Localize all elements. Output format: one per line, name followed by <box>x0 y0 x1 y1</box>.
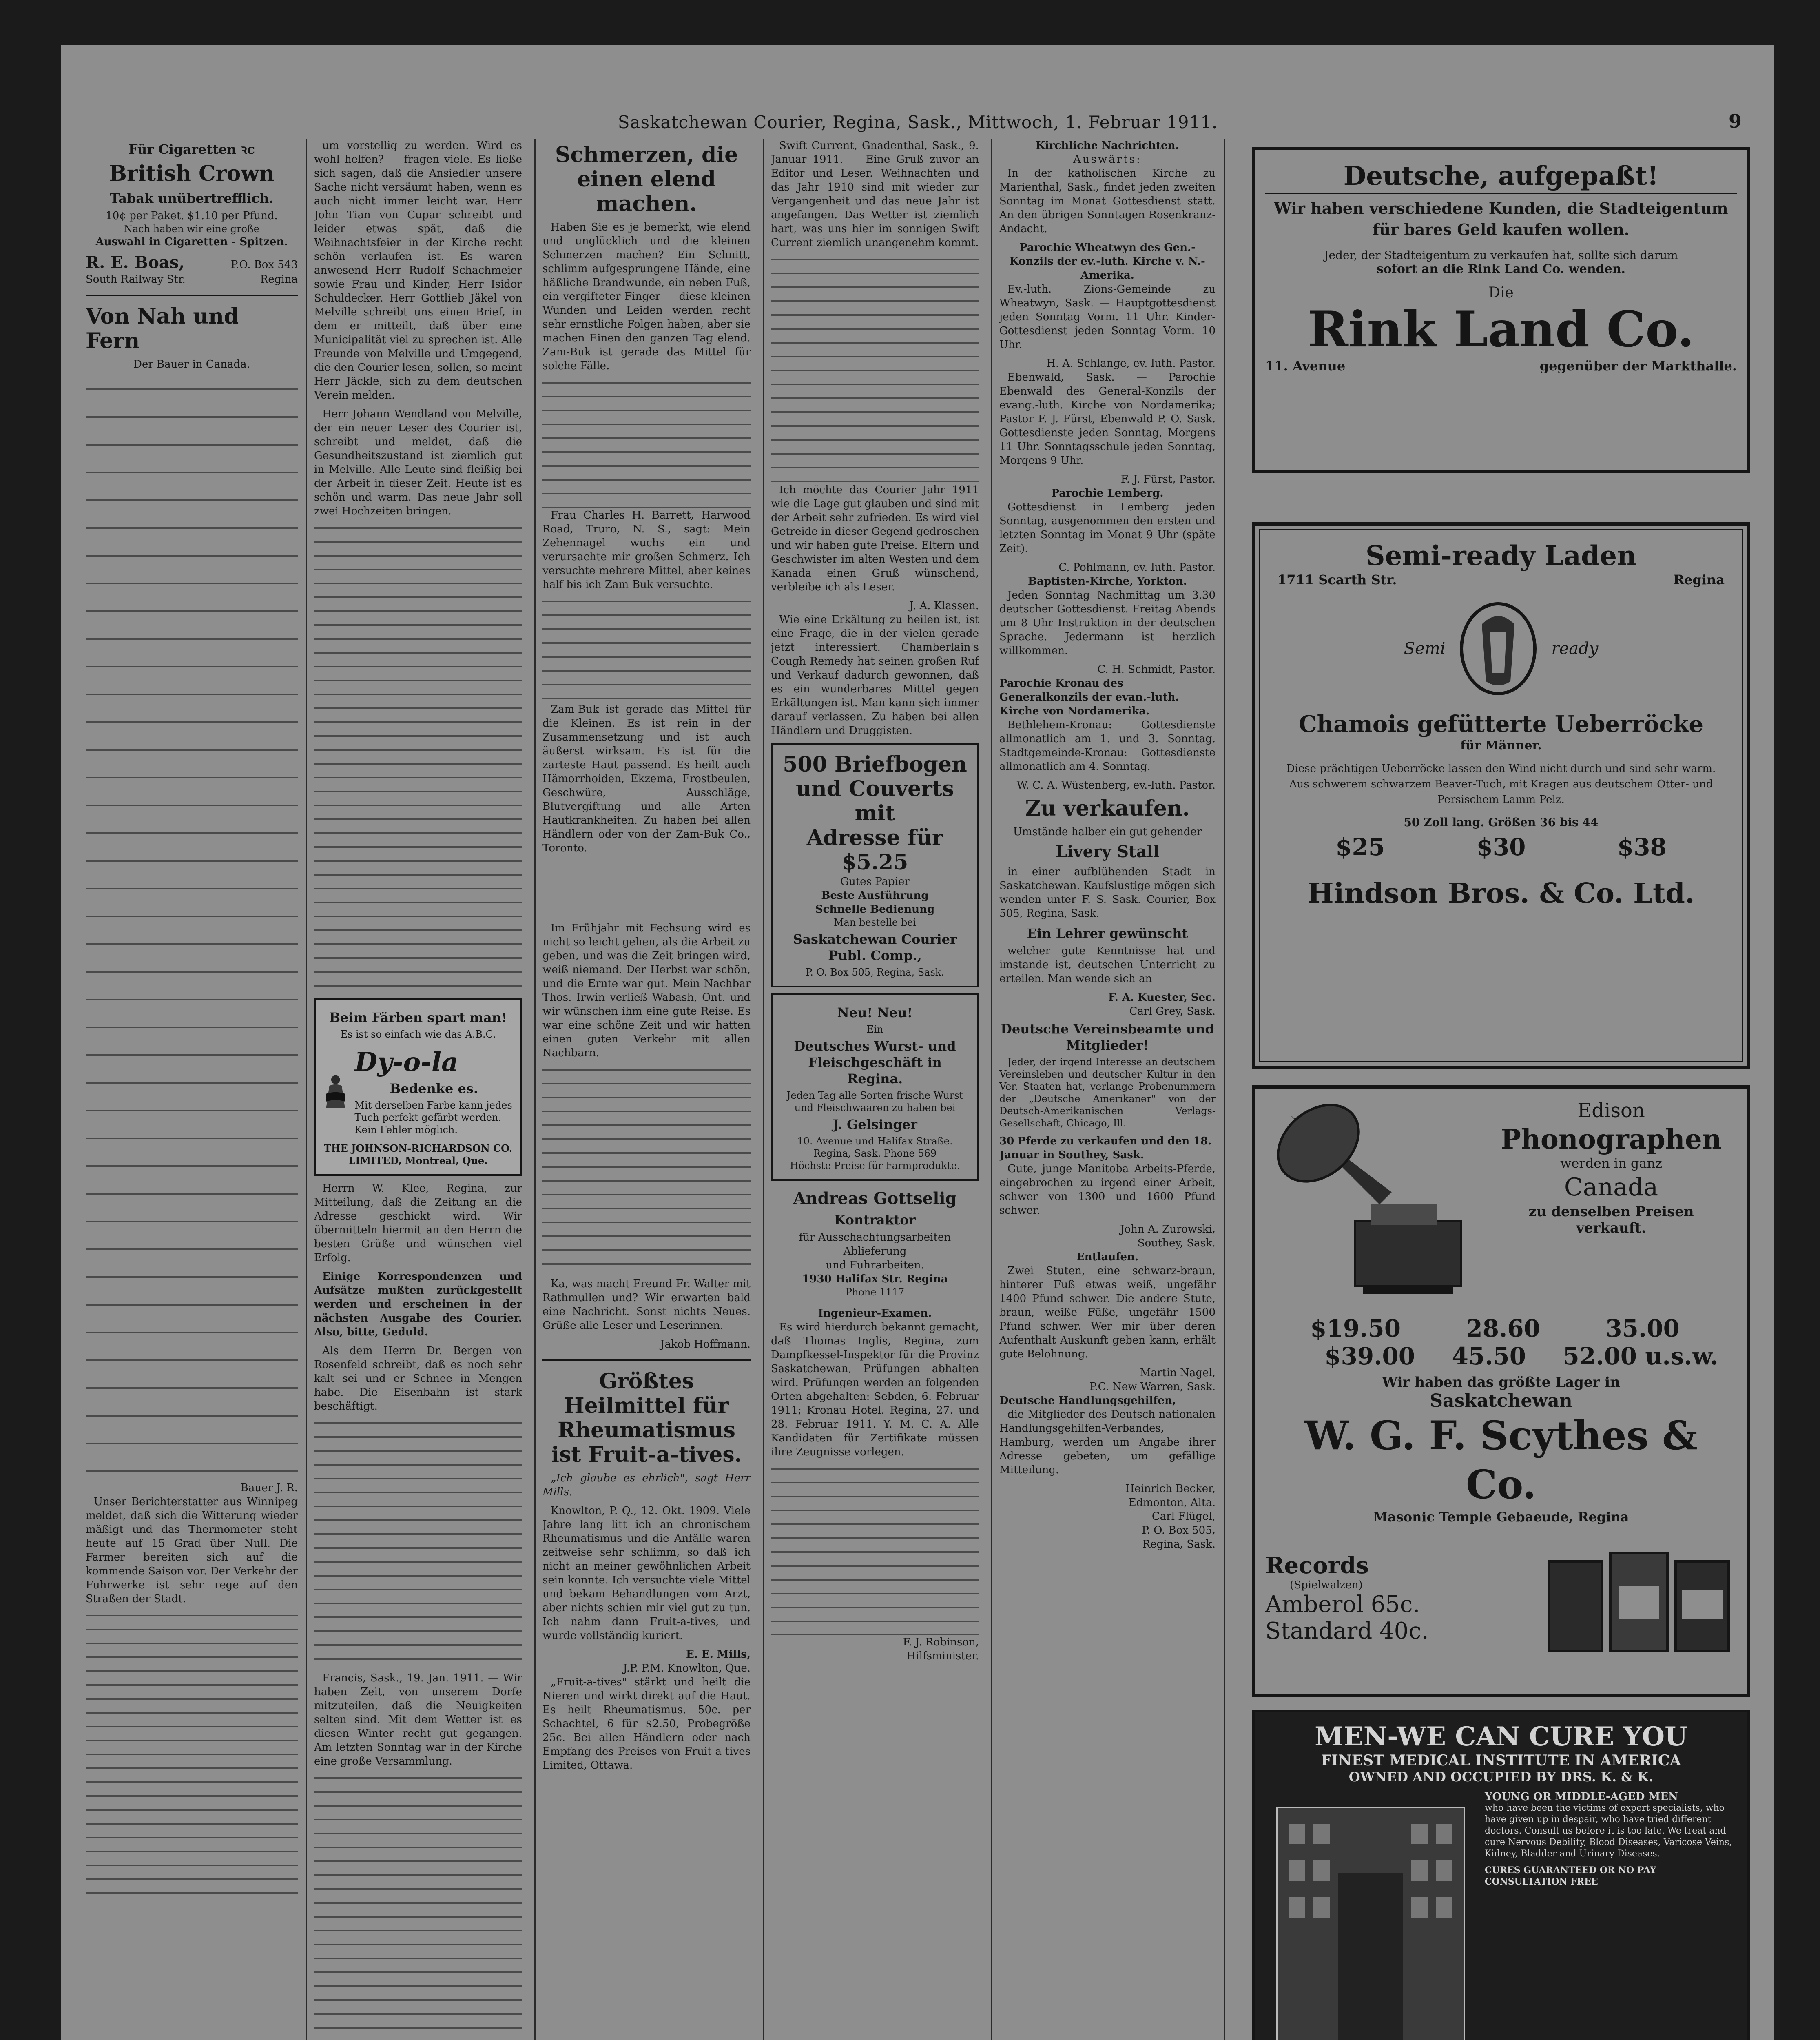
exam-signer-2: Hilfsminister. <box>906 1650 979 1662</box>
ad-address-row <box>1265 358 1737 374</box>
ad-line-5: Beste Ausführung <box>821 889 929 902</box>
contractor-ad <box>771 1189 979 1298</box>
church-signer: C. Pohlmann, ev.-luth. Pastor. <box>1058 561 1216 574</box>
church-heading: Parochie Kronau des Generalkonzils der evan.-luth. Kirche von Nordamerika. <box>999 677 1179 717</box>
ad-body <box>323 1044 513 1138</box>
dealer-name: R. E. Boas, <box>86 253 185 272</box>
brand-subtitle: Tabak unübertrefflich. <box>110 191 274 206</box>
ad-line-3: werden in ganz <box>1560 1155 1662 1171</box>
records-text <box>1265 1552 1541 1644</box>
hdl-signer: Heinrich Becker, <box>1125 1483 1216 1495</box>
dealer-address-row <box>86 273 298 286</box>
price: $30 <box>1476 833 1526 861</box>
ad-line-8: Saskatchewan Courier Publ. Comp., <box>793 931 957 963</box>
union-heading: Deutsche Vereinsbeamte und Mitglieder! <box>1001 1021 1214 1053</box>
ad-title: Deutsche, aufgepaßt! <box>1343 161 1659 191</box>
edison-ad <box>1252 1085 1750 1697</box>
price: 35.00 <box>1605 1315 1680 1342</box>
hdl-heading: Deutsche Handlungsgehilfen, <box>999 1395 1176 1407</box>
ad-line-5: und Fuhrarbeiten. <box>826 1259 924 1271</box>
hdl-signer: Regina, Sask. <box>1142 1538 1216 1550</box>
article-text: Im Frühjahr mit Fechsung wird es nicht so leicht gehen, als die Arbeit zu geben, und was die Zeit bringen wird, weiß niemand. Der Herbst war schön, und die Ernte war gut. Mein Nachbar Thos. Irwin verließ Wabash, Ont. und wir wünschen ihm eine gute Reise. Es war eine schöne Zeit und wir hatten einen guten Verkehr mit allen Nachbarn. <box>542 922 751 1059</box>
notice-text: Einige Korrespondenzen und Aufsätze mußten zurückgestellt werden und erscheinen in der nächsten Ausgabe des Courier. Also, bitte, Geduld. <box>314 1271 522 1338</box>
church-notice: Bethlehem-Kronau: Gottesdienste allmonatlich am 1. und 3. Sonntag. Stadtgemeinde-Kronau: Gottesdienste allmonatlich am 4. Sonntag. <box>999 719 1216 773</box>
ad-line-6: Schnelle Bedienung <box>815 903 935 916</box>
church-heading: Parochie Wheatwyn des Gen.-Konzils der ev.-luth. Kirche v. N.-Amerika. <box>1010 242 1205 282</box>
article-title: Schmerzen, die einen elend machen. <box>555 142 738 216</box>
price: $19.50 <box>1310 1315 1401 1342</box>
ad-stock: Wir haben das größte Lager in <box>1382 1374 1620 1390</box>
church-signer: C. H. Schmidt, Pastor. <box>1097 663 1216 676</box>
article-text: Als dem Herrn Dr. Bergen von Rosenfeld schreibt, daß es noch sehr kalt sei und er Schnee in Mengen habe. Die Eisenbahn ist stark beschäftigt. <box>314 1345 522 1412</box>
article-text-block <box>314 1773 522 2040</box>
paragraph: Unser Berichterstatter aus Winnipeg meldet, daß sich die Witterung wieder mäßigt und das Thermometer steht heute auf 15 Grad über Null. Die Farmer bereiten sich auf die kommende Saison vor. Der Verkehr der Fuhrwerke ist sehr rege auf den Straßen der Stadt. <box>86 1496 298 1605</box>
ad-line-4: Canada <box>1564 1173 1658 1202</box>
divider <box>86 295 298 296</box>
sale-heading: Zu verkaufen. <box>1025 796 1190 821</box>
rink-land-ad <box>1252 147 1750 473</box>
ad-line-4: Ablieferung <box>843 1245 907 1257</box>
logo-right: ready <box>1551 639 1599 658</box>
ad-consult: CONSULTATION FREE <box>1485 1876 1598 1887</box>
section-title: Von Nah und Fern <box>86 304 239 353</box>
article-text: Ka, was macht Freund Fr. Walter mit Rathmullen und? Wir erwarten bald eine Nachricht. Sonst nichts Neues. Grüße alle Leser und Leserinnen. <box>542 1278 751 1332</box>
ad-line-9: P. O. Box 505, Regina, Sask. <box>806 967 944 978</box>
record-cylinders-icon <box>1541 1537 1737 1659</box>
ad-signer-place: J.P. P.M. Knowlton, Que. <box>623 1662 751 1674</box>
ad-line-2: Kontraktor <box>834 1212 916 1228</box>
article-text: Haben Sie es je bemerkt, wie elend und unglücklich und die kleinen Schmerzen machen? Ein Schnitt, schlimm aufgesprungene Hände, eine häßliche Brandwunde, ein neben Fuß, ein vergifteter Finger — diese kleinen Wunden und Leiden werden recht sehr ernstliche Folgen haben, aber sie machen Einen den ganzen Tag elend. Zam-Buk ist gerade das Mittel für solche Fälle. <box>542 221 751 372</box>
ad-quote: „Ich glaube es ehrlich", sagt Herr Mills. <box>542 1472 751 1498</box>
ad-city: Regina <box>1673 572 1725 588</box>
ad-line-3: Deutsches Wurst- und Fleischgeschäft in Regina. <box>794 1038 956 1087</box>
ad-right-heading: YOUNG OR MIDDLE-AGED MEN <box>1485 1791 1678 1803</box>
ad-sizes: 50 Zoll lang. Größen 36 bis 44 <box>1404 816 1599 829</box>
lost-heading: Entlaufen. <box>1076 1251 1139 1263</box>
building-icon <box>1264 1791 1477 2040</box>
union-text: Jeder, der irgend Interesse an deutschem Vereinsleben und deutscher Kultur in den Ver. Staaten hat, verlange Probenummern der „Deutsche Amerikaner" von der Deutsch-Amerikanischen Verlags-Gesellschaft, Chicago, Ill. <box>999 1056 1216 1129</box>
poem-subtitle: Der Bauer in Canada. <box>133 358 250 370</box>
ad-text: Knowlton, P. Q., 12. Okt. 1909. Viele Jahre lang litt ich an chronischem Rheumatismus und die Anfälle waren zeitweise sehr schlimm, so daß ich nicht an meiner gewöhnlichen Arbeit sein konnte. Ich versuchte viele Mittel und bekam Behandlungen vom Arzt, aber nichts schien mir viel gut zu tun. Ich nahm dann Fruit-a-tives, und wurde vollständig kuriert. <box>542 1505 751 1642</box>
price-note: Nach haben wir eine große <box>124 223 260 235</box>
ad-headline: MEN-WE CAN CURE YOU <box>1315 1721 1687 1752</box>
article-text-block <box>771 1464 979 1635</box>
ad-small-text: Mit derselben Farbe kann jedes Tuch perfekt gefärbt werden. Kein Fehler möglich. <box>354 1100 512 1135</box>
column-rule <box>1224 139 1225 2040</box>
ad-right-text <box>1485 1791 1738 2040</box>
exam-signer: F. J. Robinson, <box>903 1636 979 1648</box>
sale-item: Livery Stall <box>1056 842 1159 861</box>
brand-title: British Crown <box>108 161 275 186</box>
records-amberol: Amberol 65c. <box>1265 1591 1420 1618</box>
church-heading: Baptisten-Kirche, Yorkton. <box>1028 575 1187 588</box>
price: 45.50 <box>1452 1342 1526 1370</box>
dealer-city: Regina <box>260 273 298 286</box>
ad-line-6: 10. Avenue und Halifax Straße. Regina, Sask. Phone 569 <box>797 1135 953 1159</box>
ad-line-1: Neu! Neu! <box>837 1005 913 1020</box>
logo-left: Semi <box>1404 639 1446 658</box>
article-signer: J. A. Klassen. <box>909 600 979 612</box>
ad-subheadline-1: FINEST MEDICAL INSTITUTE IN AMERICA <box>1321 1752 1681 1769</box>
records-row <box>1265 1537 1737 1659</box>
column-1 <box>86 139 298 2040</box>
exam-heading: Ingenieur-Examen. <box>818 1307 932 1319</box>
garment-tag-icon <box>1453 600 1543 698</box>
semiready-logo <box>1265 600 1737 698</box>
ad-company: THE JOHNSON-RICHARDSON CO. LIMITED, Montreal, Que. <box>323 1142 512 1166</box>
price-row <box>1290 833 1712 861</box>
ad-line-1: Andreas Gottselig <box>793 1189 957 1208</box>
article-text-block <box>314 1418 522 1671</box>
divider <box>542 1359 751 1361</box>
column-5 <box>999 139 1216 2040</box>
teacher-text: welcher gute Kenntnisse hat und imstande ist, deutschen Unterricht zu erteilen. Man wende sich an <box>999 945 1216 985</box>
article-text: um vorstellig zu werden. Wird es wohl helfen? — fragen viele. Es ließe sich sagen, daß die Ansiedler unsere Sache nicht versäumt haben, wenn es auch nicht immer leicht war. Herr John Tian von Cupar schreibt und leider etwas spät, daß die Weihnachtsfeier in der Kirche recht schön verlaufen ist. Es waren anwesend Herr Rudolf Schachmeier sowie Frau und Kinder, Herr Isidor Schuldecker. Herr Gottlieb Jäkel von Melville schreibt uns einen Brief, in dem er mitteilt, daß über eine Municipalität viel zu sprechen ist. Alle Freunde von Melville und Umgegend, die den Courier lesen, sollen, so meint Herr Jäckle, sich zu dem deutschen Verein melden. <box>314 140 522 401</box>
ad-address-right: gegenüber der Markthalle. <box>1539 358 1737 374</box>
church-notice: In der katholischen Kirche zu Marienthal, Sask., findet jeden zweiten Sonntag im Monat Gottesdienst statt. An den übrigen Sonntagen Rosenkranz-Andacht. <box>999 167 1216 235</box>
records-title: Records <box>1265 1552 1369 1579</box>
column-rule <box>306 139 307 2040</box>
column-rule <box>534 139 536 2040</box>
teacher-signer: F. A. Kuester, Sec. <box>1108 991 1216 1004</box>
poem-text-block <box>86 379 298 1481</box>
ad-address-left: 11. Avenue <box>1265 358 1346 374</box>
dealer-box: P.O. Box 543 <box>230 259 298 271</box>
article-text-block <box>86 1611 298 1896</box>
dealer-address: South Railway Str. <box>86 273 186 286</box>
hdl-text: die Mitglieder des Deutsch-nationalen Handlungsgehilfen-Verbandes, Hamburg, werden um Angabe ihrer Adresse gebeten, um gefällige Mitteilung. <box>999 1408 1216 1476</box>
article-text-block <box>771 255 979 483</box>
sale-text: Umstände halber ein gut gehender <box>1013 826 1202 838</box>
church-subheading: Auswärts: <box>1073 153 1142 166</box>
ad-title: Semi-ready Laden <box>1365 540 1637 572</box>
ad-address: 1711 Scarth Str. <box>1278 572 1397 588</box>
ad-die: Die <box>1488 284 1514 301</box>
horses-heading: 30 Pferde zu verkaufen und den 18. Januar in Southey, Sask. <box>999 1135 1212 1161</box>
newspaper-page <box>61 45 1774 2040</box>
stationery-ad <box>771 743 979 987</box>
kennedy-ad <box>1252 1710 1750 2040</box>
church-signer: W. C. A. Wüstenberg, ev.-luth. Pastor. <box>1016 779 1216 792</box>
ad-text: Wir haben verschiedene Kunden, die Stadteigentum für bares Geld kaufen wollen. <box>1274 199 1728 239</box>
ad-company: Hindson Bros. & Co. Ltd. <box>1307 877 1695 910</box>
ad-right-body: who have been the victims of expert specialists, who have given up in despair, who have tried different doctors. Consult us before it is too late. We treat and cure Nervous Debility, Blood Diseases, Varicose Veins, Kidney, Bladder and Urinary Diseases. <box>1485 1803 1732 1859</box>
article-text: Zam-Buk ist gerade das Mittel für die Kleinen. Es ist rein in der Zusammensetzung und ist auch äußerst wirksam. Es ist für die zarteste Haut passend. Es heilt auch Hämorrhoiden, Ekzema, Frostbeulen, Geschwüre, Ausschläge, Blutvergiftung und alle Arten Hautkrankheiten. Zu haben bei allen Händlern oder von der Zam-Buk Co., Toronto. <box>542 703 751 854</box>
article-text: Herrn W. Klee, Regina, zur Mitteilung, daß die Zeitung an die Adresse geschickt wird. Wir übermitteln hiermit an den Herrn die besten Grüße und wünschen viel Erfolg. <box>314 1182 522 1264</box>
hdl-signer: Carl Flügel, <box>1151 1510 1216 1523</box>
article-text: Frau Charles H. Barrett, Harwood Road, Truro, N. S., sagt: Mein Zehennagel wuchs ein und verursachte mir großen Schmerz. Ich versuchte mehrere Mittel, aber keines half bis ich Zam-Buk versuchte. <box>542 509 751 591</box>
semiready-ad <box>1252 522 1750 1069</box>
records-sub: (Spielwalzen) <box>1290 1579 1363 1591</box>
page-number: 9 <box>1728 110 1742 132</box>
sale-text-2: in einer aufblühenden Stadt in Saskatchewan. Kaufslustige mögen sich wenden unter F. S. Sask. Courier, Box 505, Regina, Sask. <box>999 866 1216 920</box>
ad-stock-2: Saskatchewan <box>1430 1390 1572 1411</box>
price-row-2 <box>1306 1342 1737 1370</box>
hdl-signer: P. O. Box 505, <box>1142 1524 1216 1537</box>
exam-text: Es wird hierdurch bekannt gemacht, daß Thomas Inglis, Regina, zum Dampfkessel-Inspektor für die Provinz Saskatchewan, Prüfungen abhalten wird. Prüfungen werden an folgenden Orten abgehalten: Sebden, 6. Februar 1911; Kronau Hotel. Regina, 27. und 28. Februar 1911. Y. M. C. A. Alle Kandidaten für Zertifikate müssen ihre Zeugnisse vorlegen. <box>771 1321 979 1458</box>
running-header: Saskatchewan Courier, Regina, Sask., Mittwoch, 1. Februar 1911. <box>618 112 1218 132</box>
article-text: Herr Johann Wendland von Melville, der ein neuer Leser des Courier ist, schreibt und meldet, daß die Gesundheitszustand ist ziemlich gut in Melville. Alle Leute sind fleißig bei der Arbeit in dieser Zeit. Heute ist es schön und warm. Das neue Jahr soll zwei Hochzeiten bringen. <box>314 408 522 517</box>
price-line: 10¢ per Paket. $1.10 per Pfund. <box>106 210 278 222</box>
ad-line-7: Phone 1117 <box>845 1286 905 1298</box>
column-3 <box>542 139 751 2040</box>
phonograph-icon <box>1265 1098 1477 1310</box>
article-text-block <box>314 523 522 992</box>
church-notice: Jeden Sonntag Nachmittag um 3.30 deutscher Gottesdienst. Freitag Abends um 8 Uhr Instruktion in der deutschen Sprache. Jedermann ist herzlich willkommen. <box>999 589 1216 657</box>
ad-brand: Dy-o-la <box>354 1047 458 1078</box>
church-heading: Parochie Lemberg. <box>1051 487 1164 499</box>
edison-top <box>1265 1098 1737 1310</box>
horses-signer: John A. Zurowski, <box>1120 1223 1216 1235</box>
butcher-ad <box>771 993 979 1181</box>
ad-line-1: Edison <box>1577 1099 1645 1122</box>
price: $38 <box>1617 833 1667 861</box>
column-4 <box>771 139 979 2040</box>
ad-line-2: Ein <box>866 1024 883 1035</box>
ad-subheadline: für Männer. <box>1460 738 1542 753</box>
church-heading: Kirchliche Nachrichten. <box>1036 140 1179 152</box>
lost-signer: Martin Nagel, <box>1140 1367 1216 1379</box>
ad-line-6: verkauft. <box>1576 1220 1646 1236</box>
ad-headline: Beim Färben spart man! <box>329 1010 507 1025</box>
poem-author: Bauer J. R. <box>240 1482 298 1494</box>
ad-line-2: und Couverts mit <box>796 776 954 826</box>
ad-line-7: Höchste Preise für Farmprodukte. <box>790 1160 960 1171</box>
price-line-2: Auswahl in Cigaretten - Spitzen. <box>95 236 288 248</box>
price: 28.60 <box>1466 1315 1540 1342</box>
ad-line-1: 500 Briefbogen <box>783 752 967 777</box>
lost-place: P.C. New Warren, Sask. <box>1089 1381 1216 1393</box>
article-text: Ich möchte das Courier Jahr 1911 wie die Lage gut glauben und sind mit der Arbeit sehr zufrieden. Es wird viel Getreide in dieser Gegend gedroschen und wir haben gute Preise. Eltern und Geschwister im alten Westen und dem Kanada einen Gruß wünschend, verbleibe ich als Leser. <box>771 484 979 593</box>
ad-headline: Chamois gefütterte Ueberröcke <box>1298 711 1704 738</box>
dyola-ad <box>314 998 522 1176</box>
records-standard: Standard 40c. <box>1265 1618 1429 1644</box>
price: 52.00 u.s.w. <box>1563 1342 1718 1370</box>
edison-text <box>1486 1098 1737 1310</box>
church-notice: Gottesdienst in Lemberg jeden Sonntag, ausgenommen den ersten und letzten Sonntag im Monat 9 Uhr (späte Zeit). <box>999 501 1216 555</box>
price-row-1 <box>1278 1315 1712 1342</box>
article-text-block <box>542 1065 751 1277</box>
article-text: Wie eine Erkältung zu heilen ist, ist eine Frage, die in der vielen gerade jetzt interessiert. Chamberlain's Cough Remedy hat seinen großen Ruf und Verkauf dadurch gewonnen, daß es ein wunderbares Mittel gegen Erkältungen ist. Man kann sich immer darauf verlassen. Zu haben bei allen Händlern und Druggisten. <box>771 614 979 737</box>
dealer-row <box>86 253 298 273</box>
ad-company: W. G. F. Scythes & Co. <box>1304 1412 1698 1508</box>
article-signer: Jakob Hoffmann. <box>660 1338 751 1350</box>
ad-address-row <box>1265 572 1737 588</box>
ad-line-4: Gutes Papier <box>840 876 910 888</box>
church-signer: H. A. Schlange, ev.-luth. Pastor. <box>1046 357 1216 370</box>
article-text-block <box>542 378 751 508</box>
article-text: Francis, Sask., 19. Jan. 1911. — Wir haben Zeit, von unserem Dorfe mitzuteilen, daß die Neuigkeiten selten sind. Mit dem Wetter ist es diesen Winter recht gut gegangen. Am letzten Sonntag war in der Kirche eine große Versammlung. <box>314 1672 522 1767</box>
ad-label: Für Cigaretten ꝛc <box>128 142 255 157</box>
ad-text: Diese prächtigen Ueberröcke lassen den Wind nicht durch und sind sehr warm. Aus schwerem schwarzem Beaver-Tuch, mit Kragen aus deutschem Otter- und Persischem Lamm-Pelz. <box>1286 763 1716 806</box>
horses-place: Southey, Sask. <box>1137 1237 1216 1249</box>
ad-line-3: für Ausschachtungsarbeiten <box>799 1231 951 1244</box>
church-notice: Ebenwald, Sask. — Parochie Ebenwald des General-Konzils der evang.-luth. Kirche von Nordamerika; Pastor F. J. Fürst, Ebenwald P. O. Sask. Gottesdienste jeden Sonntag, Morgens 11 Uhr. Sonntagsschule jeden Sonntag, Morgens 9 Uhr. <box>999 371 1216 467</box>
divider <box>1265 193 1737 194</box>
teacher-place: Carl Grey, Sask. <box>1129 1005 1216 1018</box>
horses-text: Gute, junge Manitoba Arbeits-Pferde, eingebrochen zu irgend einer Arbeit, schwer von 1300 und 1600 Pfund schwer. <box>999 1163 1216 1217</box>
church-notice: Ev.-luth. Zions-Gemeinde zu Wheatwyn, Sask. — Hauptgottesdienst jeden Sonntag Vorm. 11 Uhr. Kinder-Gottesdienst jeden Sonntag Vorm. 10 Uhr. <box>999 283 1216 351</box>
ad-signer: E. E. Mills, <box>686 1648 751 1661</box>
ad-brand-2: Bedenke es. <box>390 1081 478 1096</box>
article-text-block <box>542 596 751 703</box>
teacher-heading: Ein Lehrer gewünscht <box>1027 926 1188 941</box>
ad-company: Rink Land Co. <box>1308 301 1694 358</box>
lost-text: Zwei Stuten, eine schwarz-braun, hinterer Fuß etwas weiß, ungefähr 1400 Pfund schwer. Die andere Stute, braun, weiße Füße, ungefähr 1500 Pfund schwer. Wer mir über deren Aufenthalt Auskunft geben kann, erhält gute Belohnung. <box>999 1265 1216 1360</box>
ad-body <box>1264 1791 1738 2040</box>
ad-line: Es ist so einfach wie das A.B.C. <box>340 1029 496 1040</box>
ad-text-2: „Fruit-a-tives" stärkt und heilt die Nieren und wirkt direkt auf die Haut. Es heilt Rheumatismus. 50c. per Schachtel, 6 für $2.50, Probegröße 25c. Bei allen Händlern oder nach Empfang des Preises von Fruit-a-tives Limited, Ottawa. <box>542 1676 751 1772</box>
ad-line-5: zu denselben Preisen <box>1528 1204 1694 1220</box>
ad-text-2: Jeder, der Stadteigentum zu verkaufen hat, sollte sich darum <box>1324 248 1678 262</box>
ad-subheadline-2: OWNED AND OCCUPIED BY DRS. K. & K. <box>1348 1769 1654 1785</box>
church-signer: F. J. Fürst, Pastor. <box>1120 473 1216 486</box>
ad-line-7: Man bestelle bei <box>833 917 917 928</box>
ad-line-2: Phonographen <box>1501 1123 1722 1155</box>
woman-figure-icon <box>323 1044 348 1138</box>
column-2 <box>314 139 522 2040</box>
ad-line-6: 1930 Halifax Str. Regina <box>802 1273 948 1285</box>
ad-line-3: Adresse für $5.25 <box>806 825 943 875</box>
ad-title: Größtes Heilmittel für Rheumatismus ist Fruit-a-tives. <box>551 1369 742 1467</box>
spacer <box>542 860 751 921</box>
column-rule <box>991 139 992 2040</box>
article-text: Swift Current, Gnadenthal, Sask., 9. Januar 1911. — Eine Gruß zuvor an Editor und Leser. Weihnachten und das Jahr 1910 sind mit wieder zur Vergangenheit und das neue Jahr ist angefangen. Das Wetter ist ziemlich hart, was uns hier im sonnigen Swift Current ziemlich unangenehm kommt. <box>771 140 979 249</box>
ad-text-3: sofort an die Rink Land Co. wenden. <box>1377 262 1625 276</box>
hdl-signer: Edmonton, Alta. <box>1128 1497 1216 1509</box>
column-rule <box>763 139 764 2040</box>
price: $25 <box>1335 833 1385 861</box>
ad-cures: CURES GUARANTEED OR NO PAY <box>1485 1865 1656 1876</box>
ad-line-5: J. Gelsinger <box>833 1117 917 1132</box>
ad-line-4: Jeden Tag alle Sorten frische Wurst und Fleischwaaren zu haben bei <box>786 1090 963 1113</box>
ad-address: Masonic Temple Gebaeude, Regina <box>1373 1509 1629 1525</box>
price: $39.00 <box>1324 1342 1415 1370</box>
